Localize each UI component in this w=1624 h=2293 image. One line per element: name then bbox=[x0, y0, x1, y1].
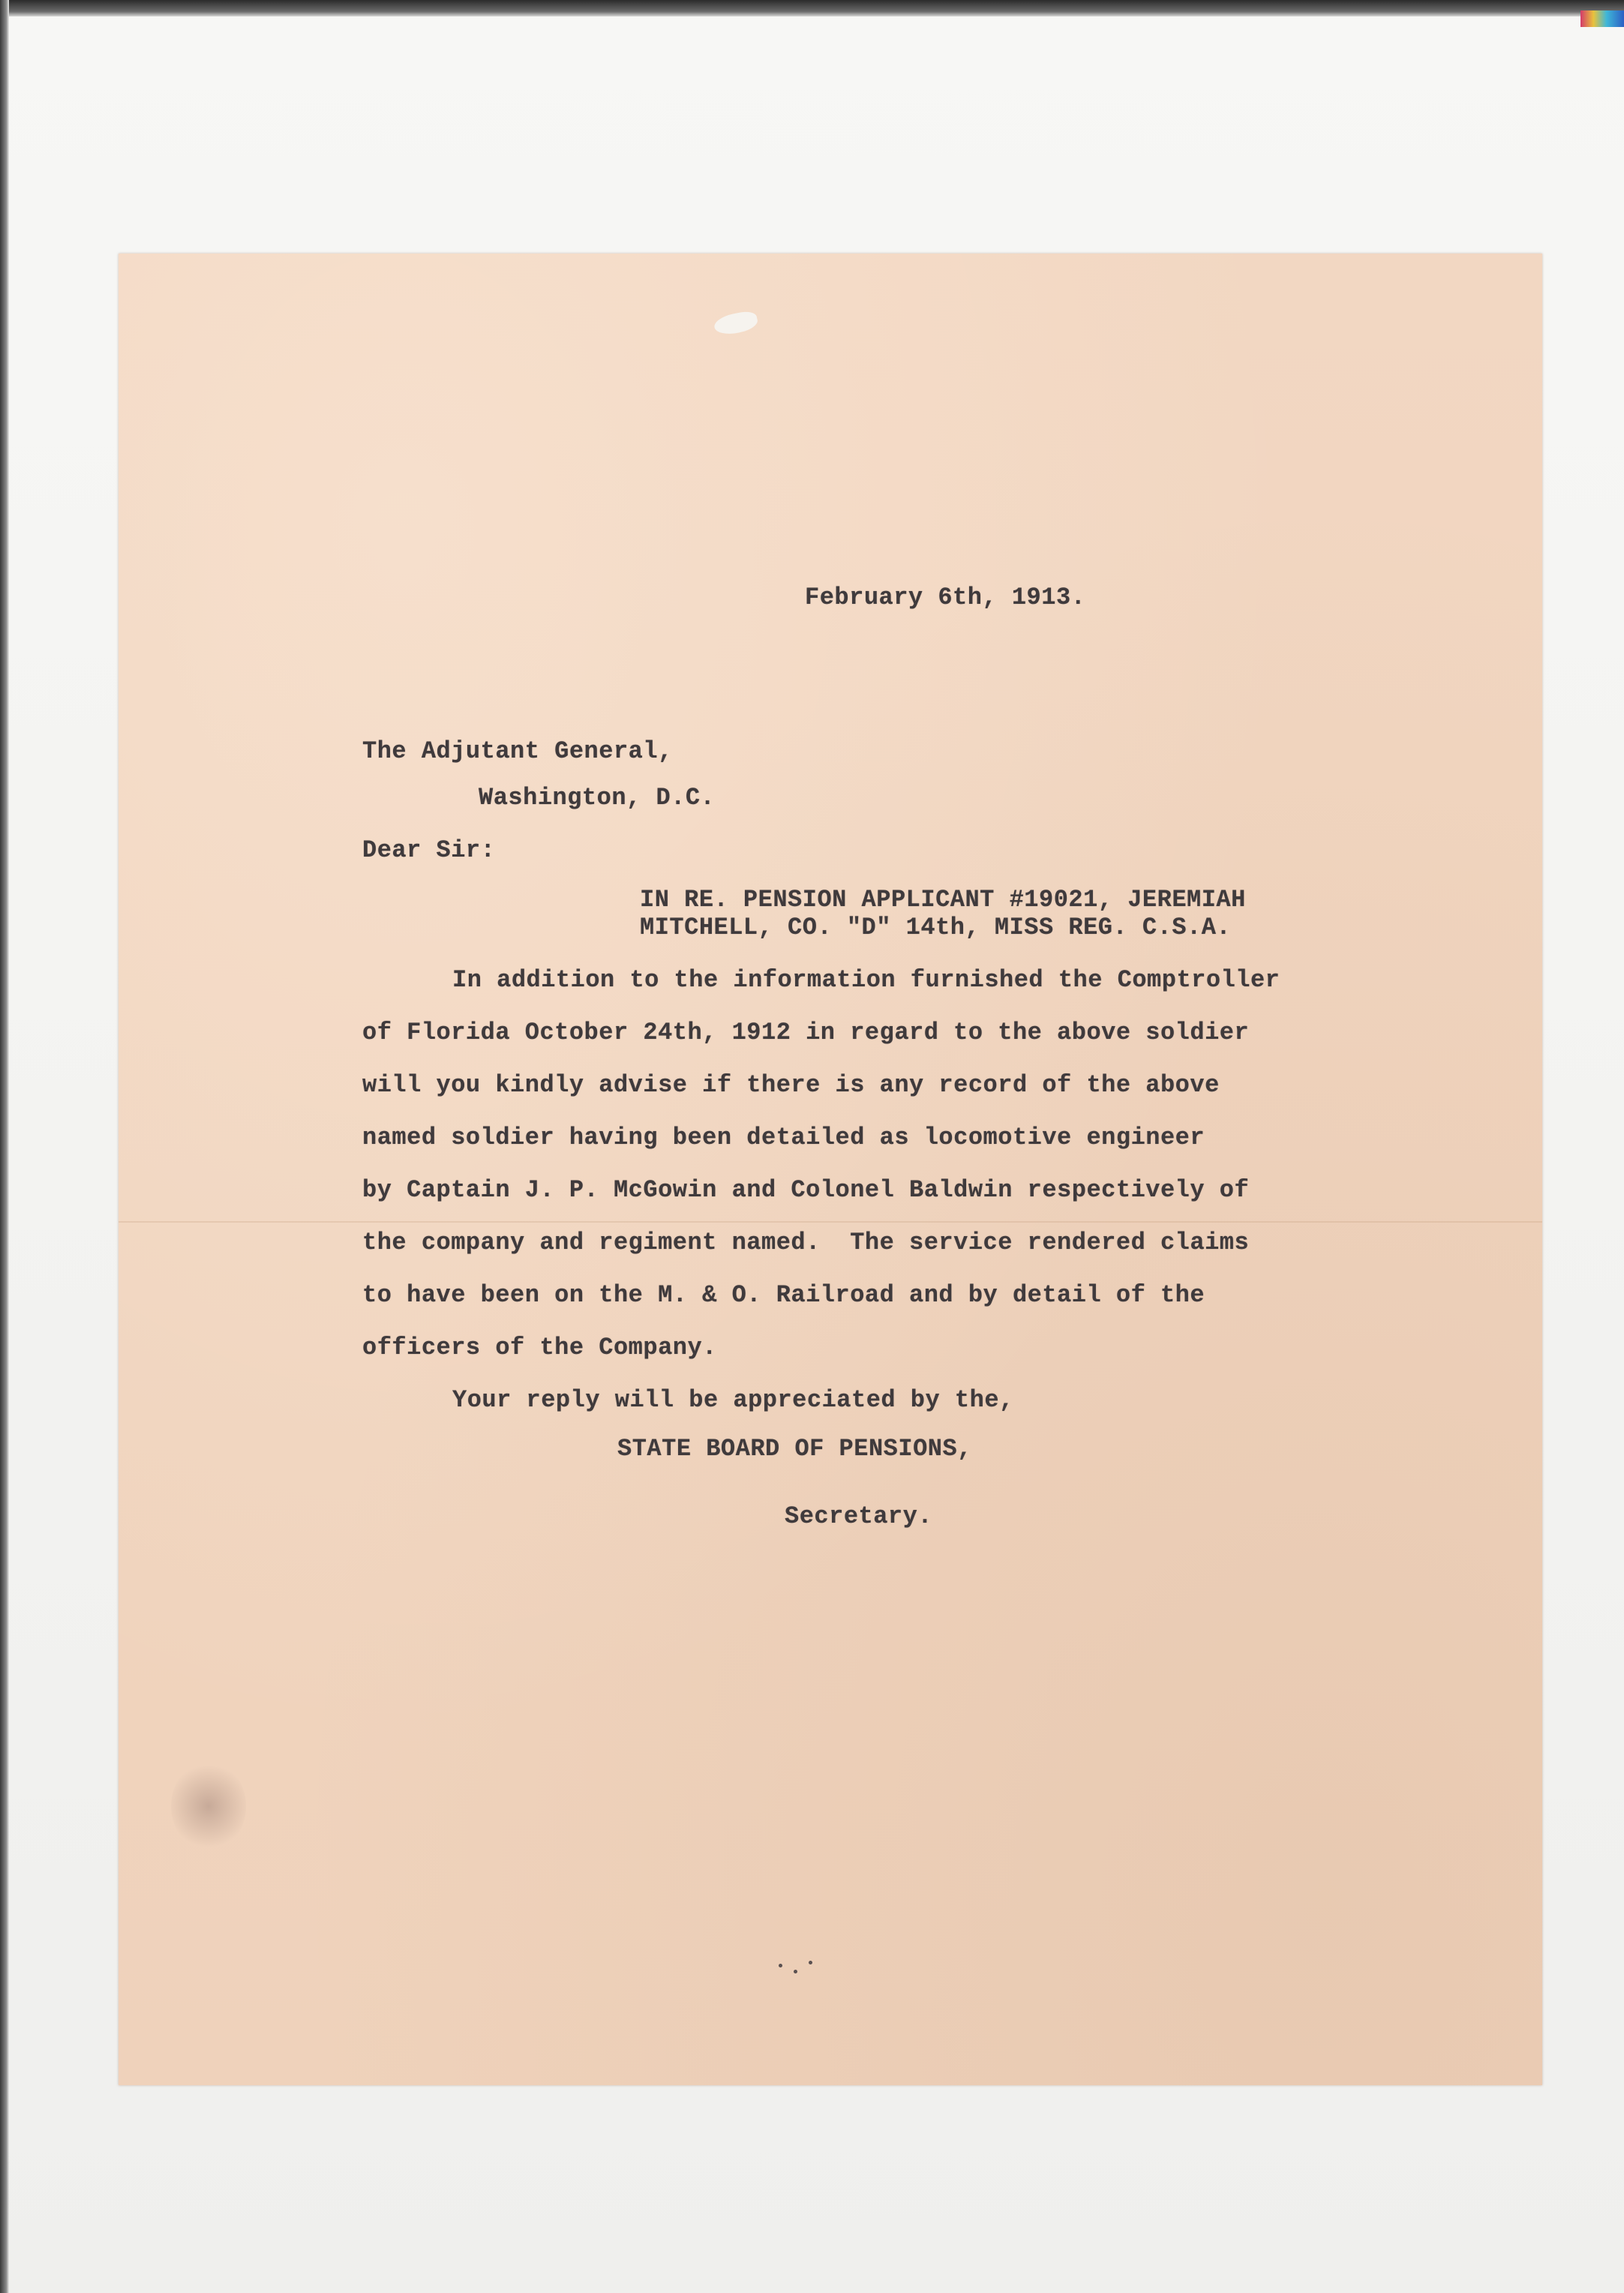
subject-line-1: IN RE. PENSION APPLICANT #19021, JEREMIAH bbox=[640, 886, 1246, 914]
body-line: In addition to the information furnished the Comptroller bbox=[452, 966, 1280, 994]
punch-hole bbox=[713, 309, 759, 337]
body-line: officers of the Company. bbox=[362, 1334, 717, 1361]
letter-date: February 6th, 1913. bbox=[805, 584, 1086, 611]
addressee-location: Washington, D.C. bbox=[479, 784, 716, 812]
letter-paper bbox=[119, 254, 1542, 2085]
body-line: the company and regiment named. The service rendered claims bbox=[362, 1229, 1250, 1256]
signature-title: Secretary. bbox=[785, 1502, 933, 1530]
addressee-title: The Adjutant General, bbox=[362, 737, 673, 765]
scanner-color-calibration-patch bbox=[1580, 11, 1624, 27]
closing-line: Your reply will be appreciated by the, bbox=[452, 1386, 1014, 1414]
body-line: of Florida October 24th, 1912 in regard to the above soldier bbox=[362, 1019, 1250, 1046]
subject-line-2: MITCHELL, CO. "D" 14th, MISS REG. C.S.A. bbox=[640, 914, 1232, 941]
scan-frame-left-edge bbox=[0, 0, 9, 2293]
scan-frame-top-edge bbox=[0, 0, 1624, 17]
body-line: will you kindly advise if there is any record of the above bbox=[362, 1071, 1220, 1099]
body-line: named soldier having been detailed as locomotive engineer bbox=[362, 1124, 1205, 1151]
paper-stain bbox=[171, 1761, 246, 1851]
organization-name: STATE BOARD OF PENSIONS, bbox=[617, 1435, 972, 1463]
body-line: to have been on the M. & O. Railroad and by detail of the bbox=[362, 1281, 1205, 1309]
ink-speck bbox=[779, 1964, 782, 1967]
paper-fold-line bbox=[119, 1221, 1542, 1223]
salutation: Dear Sir: bbox=[362, 836, 496, 864]
body-line: by Captain J. P. McGowin and Colonel Baldwin respectively of bbox=[362, 1176, 1250, 1204]
ink-speck bbox=[794, 1970, 797, 1973]
ink-speck bbox=[809, 1961, 812, 1964]
